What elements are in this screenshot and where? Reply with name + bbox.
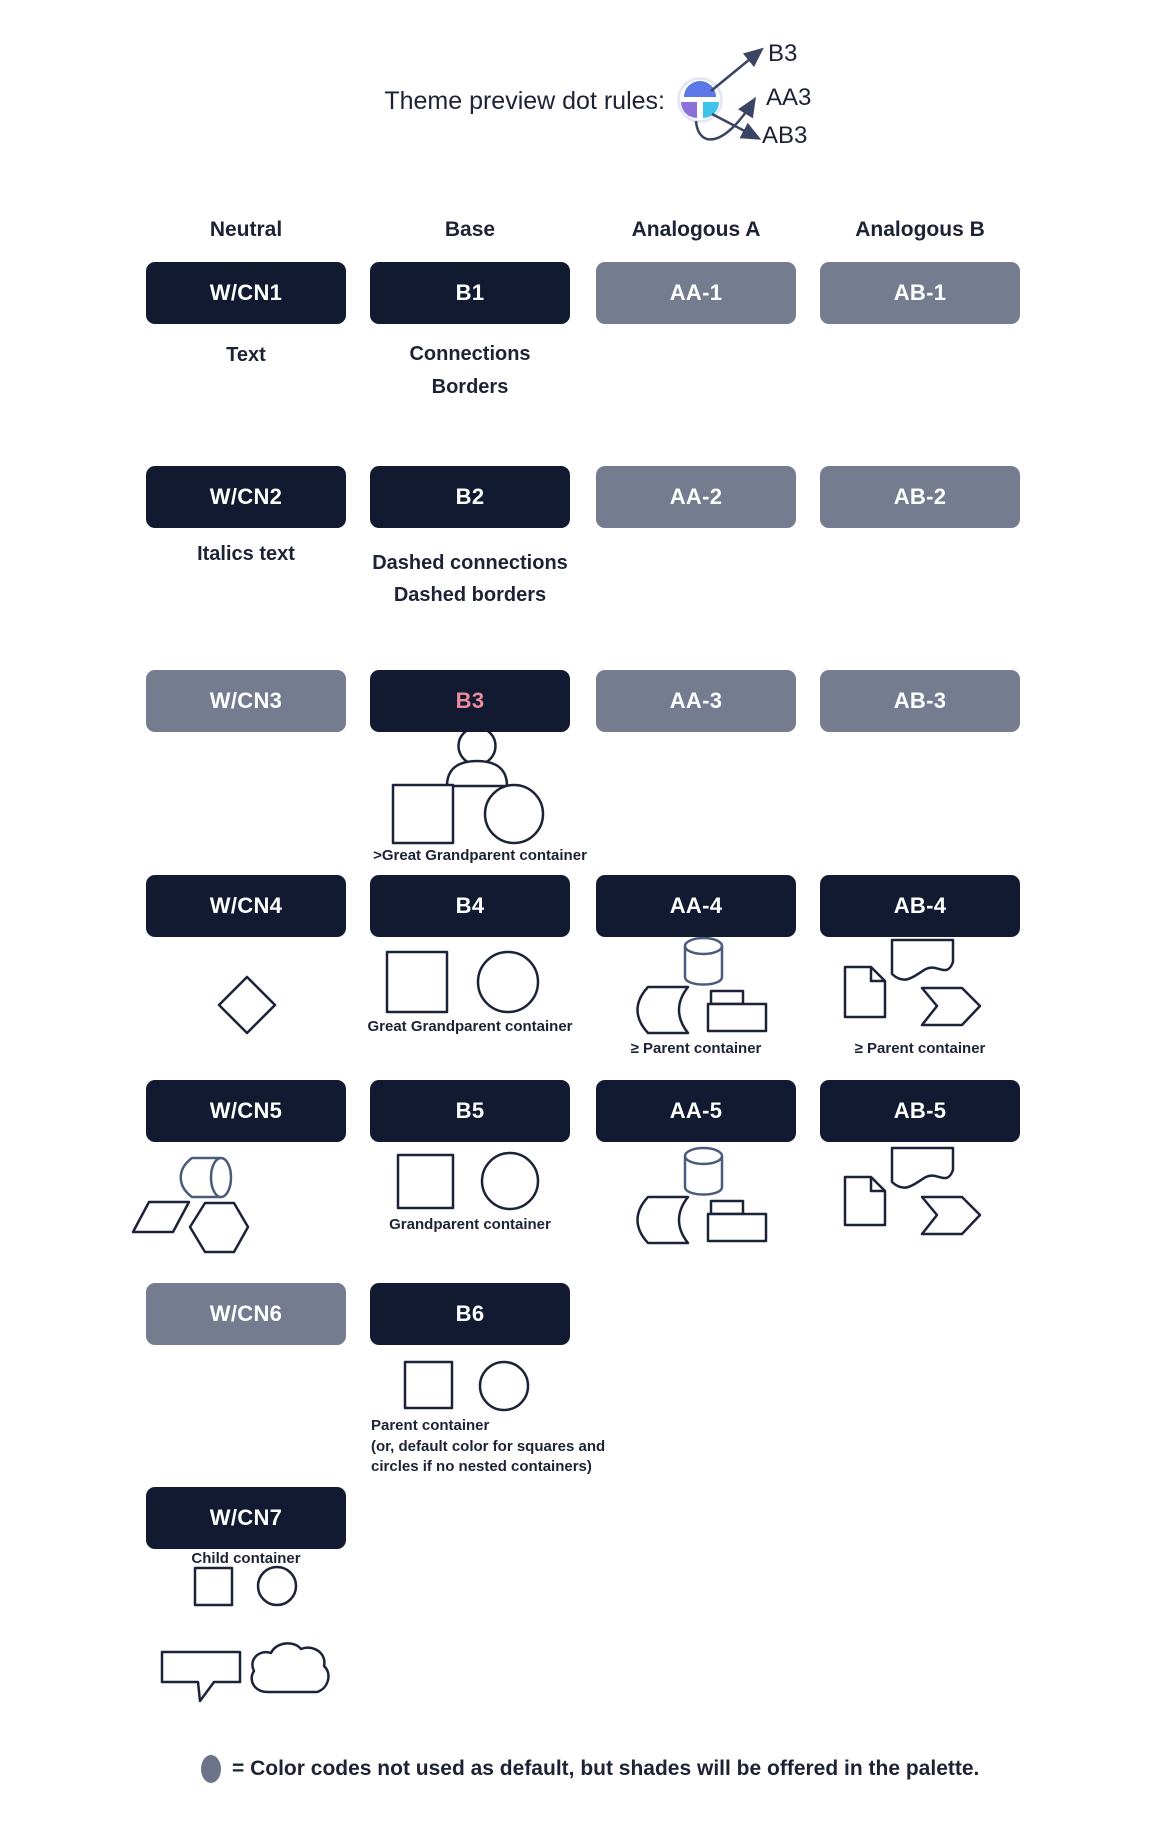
swatch-b2: B2 xyxy=(370,466,570,528)
aa5-shape-group xyxy=(638,1148,767,1243)
dot-target-label-b3: B3 xyxy=(768,40,798,67)
swatch-aa1: AA-1 xyxy=(596,262,796,324)
chevron-icon xyxy=(922,988,980,1025)
swatch-wcn7: W/CN7 xyxy=(146,1487,346,1549)
cylinder-icon xyxy=(685,1148,722,1164)
column-header-analogous-b: Analogous B xyxy=(855,218,985,241)
caption-parent-line2: (or, default color for squares and xyxy=(371,1438,606,1455)
chevron-icon xyxy=(922,1197,980,1234)
card-icon xyxy=(711,991,743,1004)
square-icon xyxy=(398,1155,453,1208)
document-icon xyxy=(845,1177,885,1225)
square-icon xyxy=(195,1568,232,1605)
hexagon-icon xyxy=(190,1203,248,1252)
caption-text: Text xyxy=(226,344,266,366)
b6-shape-group xyxy=(405,1362,528,1410)
aa4-shape-group xyxy=(638,938,767,1033)
circle-icon xyxy=(258,1567,296,1605)
circle-icon xyxy=(480,1362,528,1410)
page-title: Theme preview dot rules: xyxy=(384,87,665,115)
cylinder-icon xyxy=(685,938,722,954)
square-icon xyxy=(393,785,453,843)
caption-borders: Borders xyxy=(431,376,509,398)
swatch-aa2: AA-2 xyxy=(596,466,796,528)
b5-shape-group xyxy=(398,1153,538,1209)
circle-icon xyxy=(482,1153,538,1209)
caption-ab-parent: ≥ Parent container xyxy=(854,1040,986,1057)
dot-target-label-aa3: AA3 xyxy=(766,84,812,111)
swatch-wcn3: W/CN3 xyxy=(146,670,346,732)
caption-child-container: Child container xyxy=(191,1550,301,1567)
stored-data-icon xyxy=(638,1197,689,1243)
swatch-ab1: AB-1 xyxy=(820,262,1020,324)
parallelogram-icon xyxy=(133,1202,189,1232)
swatch-wcn1: W/CN1 xyxy=(146,262,346,324)
person-icon xyxy=(447,761,507,786)
caption-italics-text: Italics text xyxy=(197,543,295,565)
swatch-b5: B5 xyxy=(370,1080,570,1142)
b4-shape-group xyxy=(387,952,538,1012)
caption-aa-parent: ≥ Parent container xyxy=(630,1040,762,1057)
person-icon xyxy=(459,728,496,765)
card-icon xyxy=(711,1201,743,1214)
wavy-document-icon xyxy=(892,940,953,980)
wcn7-shape-group xyxy=(162,1567,328,1701)
swatch-aa5: AA-5 xyxy=(596,1080,796,1142)
swatch-wcn6: W/CN6 xyxy=(146,1283,346,1345)
caption-parent-line3: circles if no nested containers) xyxy=(371,1458,592,1475)
column-header-base: Base xyxy=(444,218,496,241)
arrow-to-b3-icon xyxy=(711,50,761,91)
caption-dashed-borders: Dashed borders xyxy=(393,584,547,606)
swatch-ab3: AB-3 xyxy=(820,670,1020,732)
swatch-b3: B3 xyxy=(370,670,570,732)
swatch-aa4: AA-4 xyxy=(596,875,796,937)
legend-text: = Color codes not used as default, but shades will be offered in the palette. xyxy=(232,1757,980,1780)
cylinder-icon xyxy=(211,1158,231,1197)
swatch-ab4: AB-4 xyxy=(820,875,1020,937)
caption-connections: Connections xyxy=(409,343,531,365)
cloud-icon xyxy=(252,1643,329,1692)
swatch-ab5: AB-5 xyxy=(820,1080,1020,1142)
stored-data-icon xyxy=(638,987,689,1033)
swatch-wcn2: W/CN2 xyxy=(146,466,346,528)
caption-parent-line1: Parent container xyxy=(371,1417,490,1434)
caption-great-grandparent-gt: >Great Grandparent container xyxy=(373,847,587,864)
caption-dashed-connections: Dashed connections xyxy=(372,552,568,574)
swatch-b4: B4 xyxy=(370,875,570,937)
dot-target-label-ab3: AB3 xyxy=(762,122,808,149)
caption-grandparent: Grandparent container xyxy=(389,1216,551,1233)
card-icon xyxy=(708,1004,766,1031)
square-icon xyxy=(387,952,447,1012)
b3-shape-group xyxy=(393,728,543,844)
ab4-shape-group xyxy=(845,940,980,1025)
swatch-ab2: AB-2 xyxy=(820,466,1020,528)
ab5-shape-group xyxy=(845,1148,980,1234)
square-icon xyxy=(405,1362,452,1408)
wcn4-shape-group xyxy=(219,977,275,1033)
circle-icon xyxy=(478,952,538,1012)
wcn5-shape-group xyxy=(133,1158,248,1252)
column-header-neutral: Neutral xyxy=(209,218,283,241)
caption-great-grandparent: Great Grandparent container xyxy=(367,1018,573,1035)
document-icon xyxy=(845,967,885,1017)
circle-icon xyxy=(485,785,543,843)
swatch-wcn5: W/CN5 xyxy=(146,1080,346,1142)
speech-bubble-icon xyxy=(162,1652,240,1701)
swatch-b6: B6 xyxy=(370,1283,570,1345)
card-icon xyxy=(708,1214,766,1241)
legend-dot-icon xyxy=(201,1755,221,1783)
swatch-wcn4: W/CN4 xyxy=(146,875,346,937)
column-header-analogous-a: Analogous A xyxy=(631,218,761,241)
swatch-b1: B1 xyxy=(370,262,570,324)
wavy-document-icon xyxy=(892,1148,953,1188)
diamond-icon xyxy=(219,977,275,1033)
swatch-aa3: AA-3 xyxy=(596,670,796,732)
